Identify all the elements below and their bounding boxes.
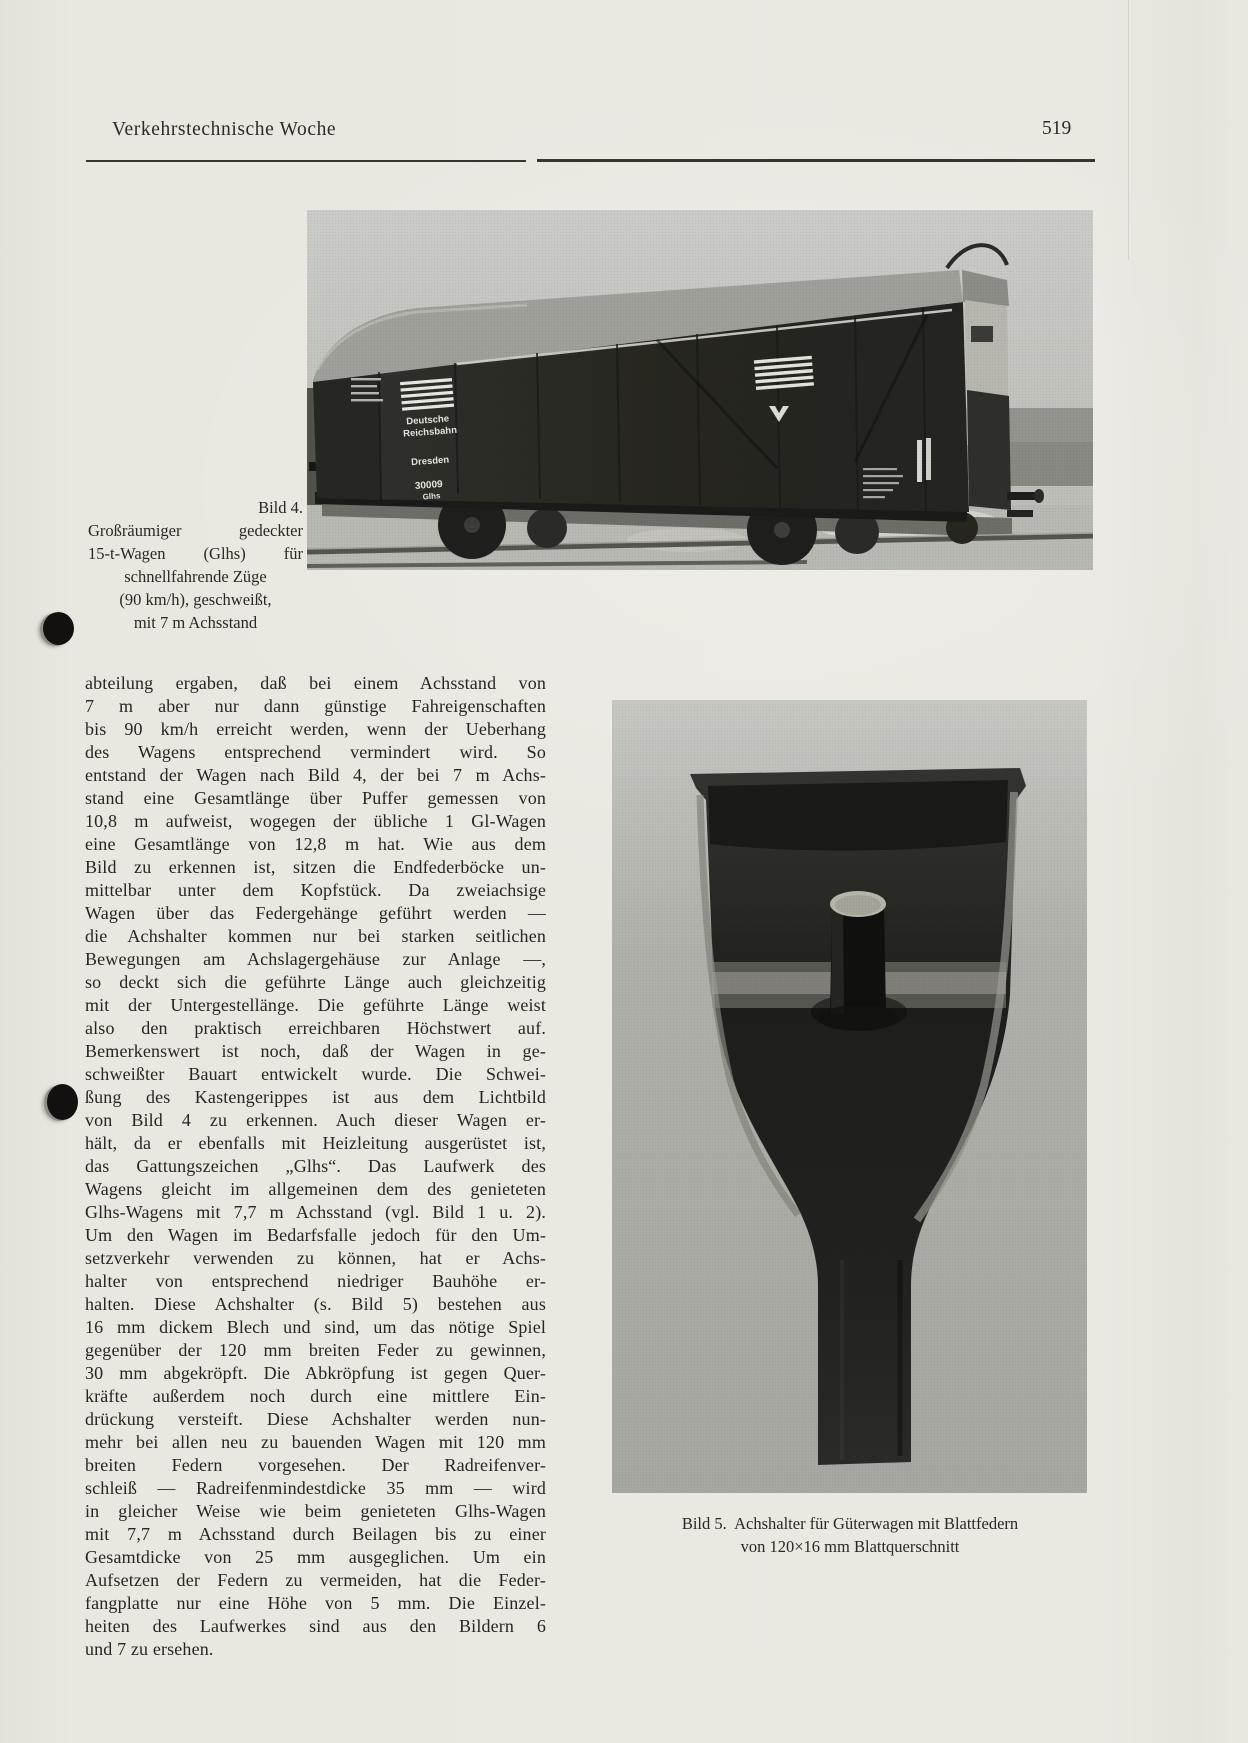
caption-line: von 120×16 mm Blattquerschnitt	[740, 1537, 960, 1556]
text-line: setzverkehr verwenden zu können, hat er Achs-	[85, 1248, 546, 1268]
text-line: in gleicher Weise wie beim genieteten Glhs-Wagen	[85, 1501, 546, 1521]
text-line: und 7 zu ersehen.	[85, 1639, 214, 1659]
text-line: Bewegungen am Achslagergehäuse zur Anlage —,	[85, 949, 546, 969]
text-line: schleiß — Radreifenmindestdicke 35 mm — wird	[85, 1478, 546, 1498]
text-line: 10,8 m aufweist, wogegen der übliche 1 Gl-Wagen	[85, 811, 546, 831]
caption-line: Bild 5. Achshalter für Güterwagen mit Blattfedern	[681, 1514, 1019, 1533]
text-line: abteilung ergaben, daß bei einem Achsstand von	[85, 673, 546, 693]
text-line: eine Gesamtlänge von 12,8 m hat. Wie aus dem	[85, 834, 546, 854]
punch-hole	[47, 1084, 78, 1120]
header-rule-right	[537, 159, 1095, 162]
text-line: Um den Wagen im Bedarfsfalle jedoch für den Um-	[85, 1225, 546, 1245]
text-line: die Achshalter kommen nur bei starken seitlichen	[85, 926, 546, 946]
axle-guard-photo-illustration	[612, 700, 1087, 1493]
text-line: Glhs-Wagens mit 7,7 m Achsstand (vgl. Bild 1 u. 2).	[85, 1202, 546, 1222]
text-line: stand eine Gesamtlänge über Puffer gemessen von	[85, 788, 546, 808]
text-line: Aufsetzen der Federn zu vermeiden, hat die Feder-	[85, 1570, 546, 1590]
figure-4-caption	[88, 496, 303, 634]
caption-line: 15-t-Wagen (Glhs) für	[88, 544, 303, 563]
article-text	[85, 672, 546, 1661]
text-line: bis 90 km/h erreicht werden, wenn der Ueberhang	[85, 719, 546, 739]
text-line: hält, da er ebenfalls mit Heizleitung ausgerüstet ist,	[85, 1133, 546, 1153]
caption-line: schnellfahrende Züge	[124, 567, 267, 586]
halftone-texture	[612, 700, 1087, 1493]
text-line: mit 7,7 m Achsstand durch Beilagen bis zu einer	[85, 1524, 546, 1544]
figure-5-caption	[600, 1512, 1100, 1558]
text-line: 7 m aber nur dann günstige Fahreigenschaften	[85, 696, 546, 716]
text-line: 16 mm dickem Blech und sind, um das nötige Spiel	[85, 1317, 546, 1337]
text-line: breiten Federn vorgesehen. Der Radreifenver-	[85, 1455, 546, 1475]
figure-5-photo	[612, 700, 1087, 1493]
text-line: das Gattungszeichen „Glhs“. Das Laufwerk des	[85, 1156, 546, 1176]
text-line: mittelbar unter dem Kopfstück. Da zweiachsige	[85, 880, 546, 900]
wagon-photo-illustration	[307, 210, 1093, 570]
text-line: Wagen über das Federgehänge geführt werden —	[85, 903, 546, 923]
text-line: entstand der Wagen nach Bild 4, der bei 7 m Achs-	[85, 765, 546, 785]
caption-line: mit 7 m Achsstand	[133, 613, 258, 632]
text-line: ßung des Kastengerippes ist aus dem Lichtbild	[85, 1087, 546, 1107]
journal-title: Verkehrstechnische Woche	[112, 119, 337, 140]
text-line: schweißter Bauart entwickelt wurde. Die Schwei-	[85, 1064, 546, 1084]
text-line: Gesamtdicke von 25 mm ausgeglichen. Um ein	[85, 1547, 546, 1567]
halftone-texture	[307, 210, 1093, 570]
figure-4-photo	[307, 210, 1093, 570]
text-line: Wagens gleicht im allgemeinen dem des genieteten	[85, 1179, 546, 1199]
text-line: kräfte außerdem noch durch eine mittlere Ein-	[85, 1386, 546, 1406]
text-line: halten. Diese Achshalter (s. Bild 5) bestehen aus	[85, 1294, 546, 1314]
text-line: von Bild 4 zu erkennen. Auch dieser Wagen er-	[85, 1110, 546, 1130]
text-line: Bemerkenswert ist noch, daß der Wagen in ge-	[85, 1041, 546, 1061]
text-line: also den praktisch erreichbaren Höchstwert auf.	[85, 1018, 546, 1038]
text-line: mehr bei allen neu zu bauenden Wagen mit 120 mm	[85, 1432, 546, 1452]
text-line: so deckt sich die geführte Länge auch gleichzeitig	[85, 972, 546, 992]
text-line: fangplatte nur eine Höhe von 5 mm. Die Einzel-	[85, 1593, 546, 1613]
text-line: 30 mm abgekröpft. Die Abkröpfung ist gegen Quer-	[85, 1363, 546, 1383]
text-line: mit der Untergestellänge. Die geführte Länge weist	[85, 995, 546, 1015]
caption-line: Bild 4.	[258, 498, 303, 517]
header-rule-left	[86, 160, 526, 162]
page-number: 519	[1042, 118, 1072, 139]
punch-hole	[43, 612, 74, 645]
text-line: des Wagens entsprechend vermindert wird. So	[85, 742, 546, 762]
text-line: drückung versteift. Diese Achshalter werden nun-	[85, 1409, 546, 1429]
text-line: halter von entsprechend niedriger Bauhöhe er-	[85, 1271, 546, 1291]
text-line: gegenüber der 120 mm breiten Feder zu gewinnen,	[85, 1340, 546, 1360]
text-line: Bild zu erkennen ist, sitzen die Endfederböcke un-	[85, 857, 546, 877]
caption-line: Großräumiger gedeckter	[88, 521, 303, 540]
caption-line: (90 km/h), geschweißt,	[119, 590, 272, 609]
text-line: heiten des Laufwerkes sind aus den Bildern 6	[85, 1616, 546, 1636]
